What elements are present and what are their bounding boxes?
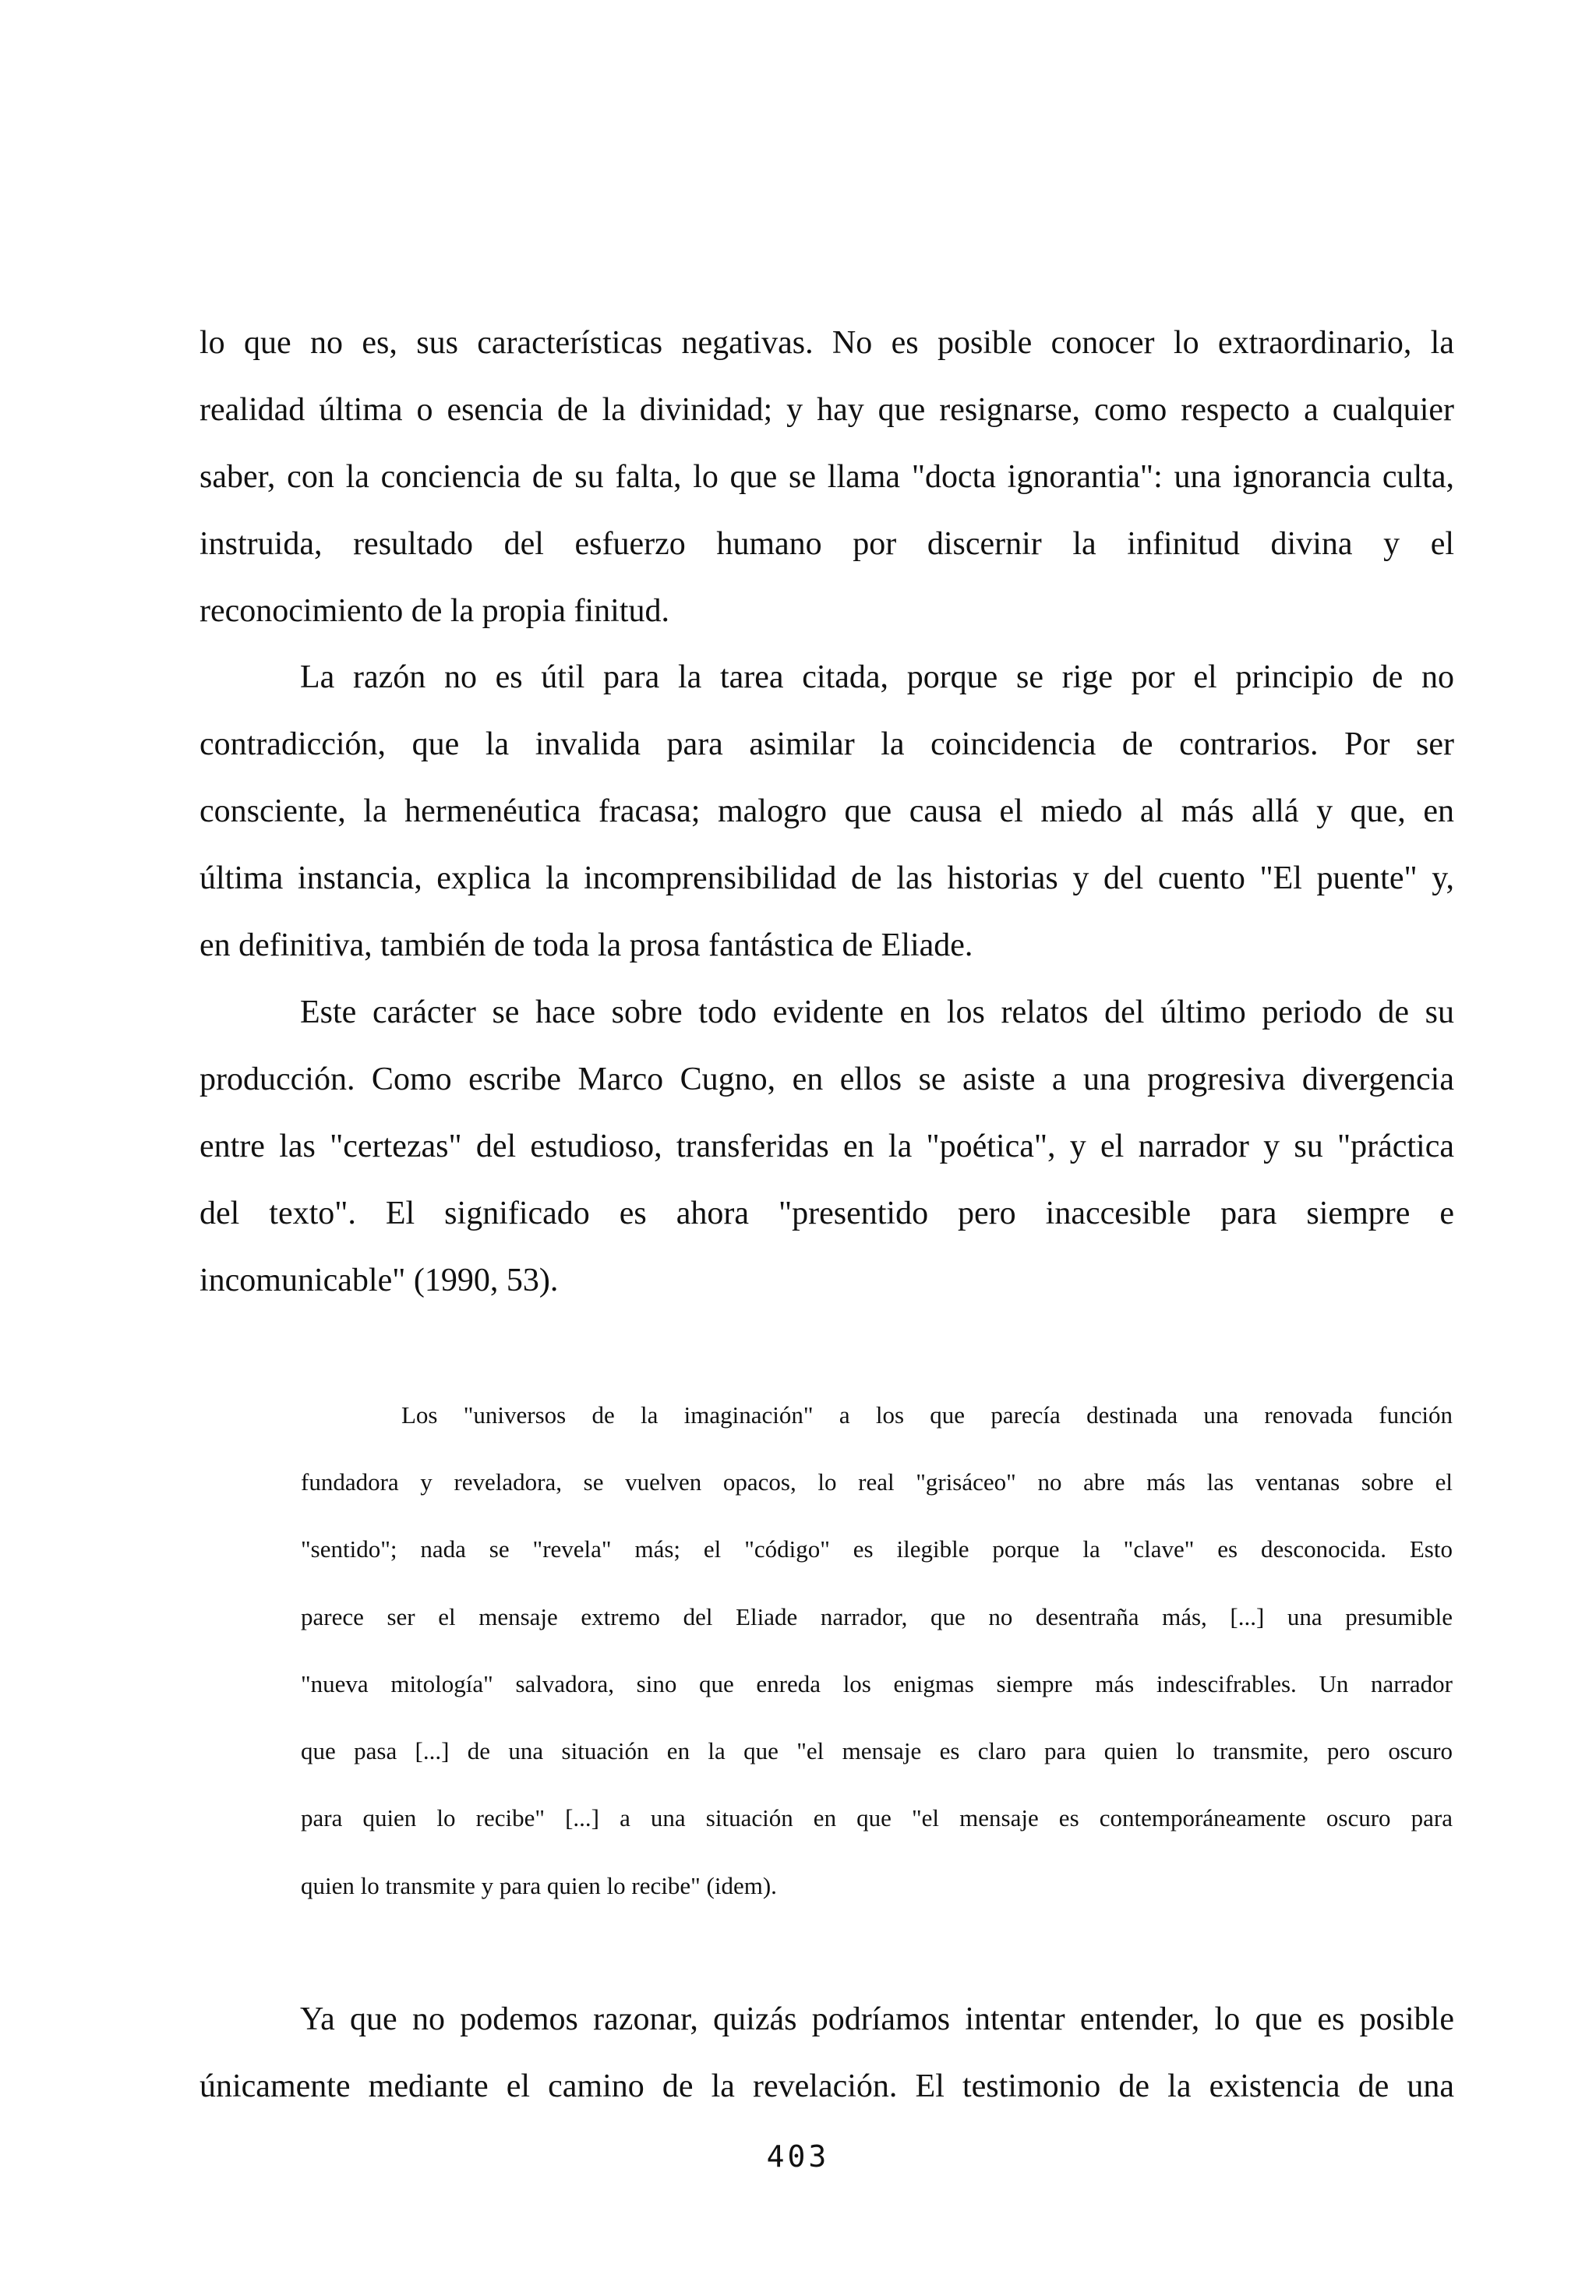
paragraph-line: incomunicable" (1990, 53).: [200, 1263, 559, 1298]
quote-line: fundadora y reveladora, se vuelven opacos, lo real "grisáceo" no abre más las ventanas sobre el: [301, 1468, 1453, 1496]
paragraph-line: lo que no es, sus características negativas. No es posible conocer lo extraordinario, la: [200, 325, 1454, 361]
paragraph-line: realidad última o esencia de la divinidad; y hay que resignarse, como respecto a cualquier: [200, 392, 1454, 428]
paragraph-line: en definitiva, también de toda la prosa fantástica de Eliade.: [200, 927, 973, 963]
paragraph-line: contradicción, que la invalida para asimilar la coincidencia de contrarios. Por ser: [200, 726, 1454, 762]
paragraph-line: únicamente mediante el camino de la revelación. El testimonio de la existencia de una: [200, 2068, 1454, 2104]
paragraph-line: instruida, resultado del esfuerzo humano por discernir la infinitud divina y el: [200, 526, 1454, 562]
quote-line: quien lo transmite y para quien lo recibe" (idem).: [301, 1872, 777, 1899]
paragraph-line: reconocimiento de la propia finitud.: [200, 593, 669, 629]
quote-line: "sentido"; nada se "revela" más; el "código" es ilegible porque la "clave" es desconocida. Esto: [301, 1535, 1453, 1563]
quote-line: "nueva mitología" salvadora, sino que enreda los enigmas siempre más indescifrables. Un narrador: [301, 1670, 1453, 1697]
paragraph-line: entre las "certezas" del estudioso, transferidas en la "poética", y el narrador y su "práctica: [200, 1129, 1454, 1164]
paragraph-line: saber, con la conciencia de su falta, lo que se llama "docta ignorantia": una ignorancia culta,: [200, 459, 1454, 495]
quote-line: parece ser el mensaje extremo del Eliade narrador, que no desentraña más, [...] una presumible: [301, 1603, 1453, 1630]
paragraph-line: La razón no es útil para la tarea citada, porque se rige por el principio de no: [300, 659, 1454, 695]
paragraph-line: Ya que no podemos razonar, quizás podríamos intentar entender, lo que es posible: [300, 2001, 1454, 2037]
paragraph-line: consciente, la hermenéutica fracasa; malogro que causa el miedo al más allá y que, en: [200, 793, 1454, 829]
quote-line: para quien lo recibe" [...] a una situación en que "el mensaje es contemporáneamente oscuro para: [301, 1804, 1453, 1832]
paragraph-line: producción. Como escribe Marco Cugno, en ellos se asiste a una progresiva divergencia: [200, 1061, 1454, 1097]
paragraph-line: última instancia, explica la incomprensibilidad de las historias y del cuento "El puente" y,: [200, 860, 1454, 896]
quote-line: que pasa [...] de una situación en la que "el mensaje es claro para quien lo transmite, pero oscuro: [301, 1737, 1453, 1764]
quote-line: Los "universos de la imaginación" a los que parecía destinada una renovada función: [401, 1401, 1453, 1429]
paragraph-line: del texto". El significado es ahora "presentido pero inaccesible para siempre e: [200, 1196, 1454, 1231]
paragraph-line: Este carácter se hace sobre todo evidente en los relatos del último periodo de su: [300, 994, 1454, 1030]
page-number: 403: [766, 2139, 830, 2174]
